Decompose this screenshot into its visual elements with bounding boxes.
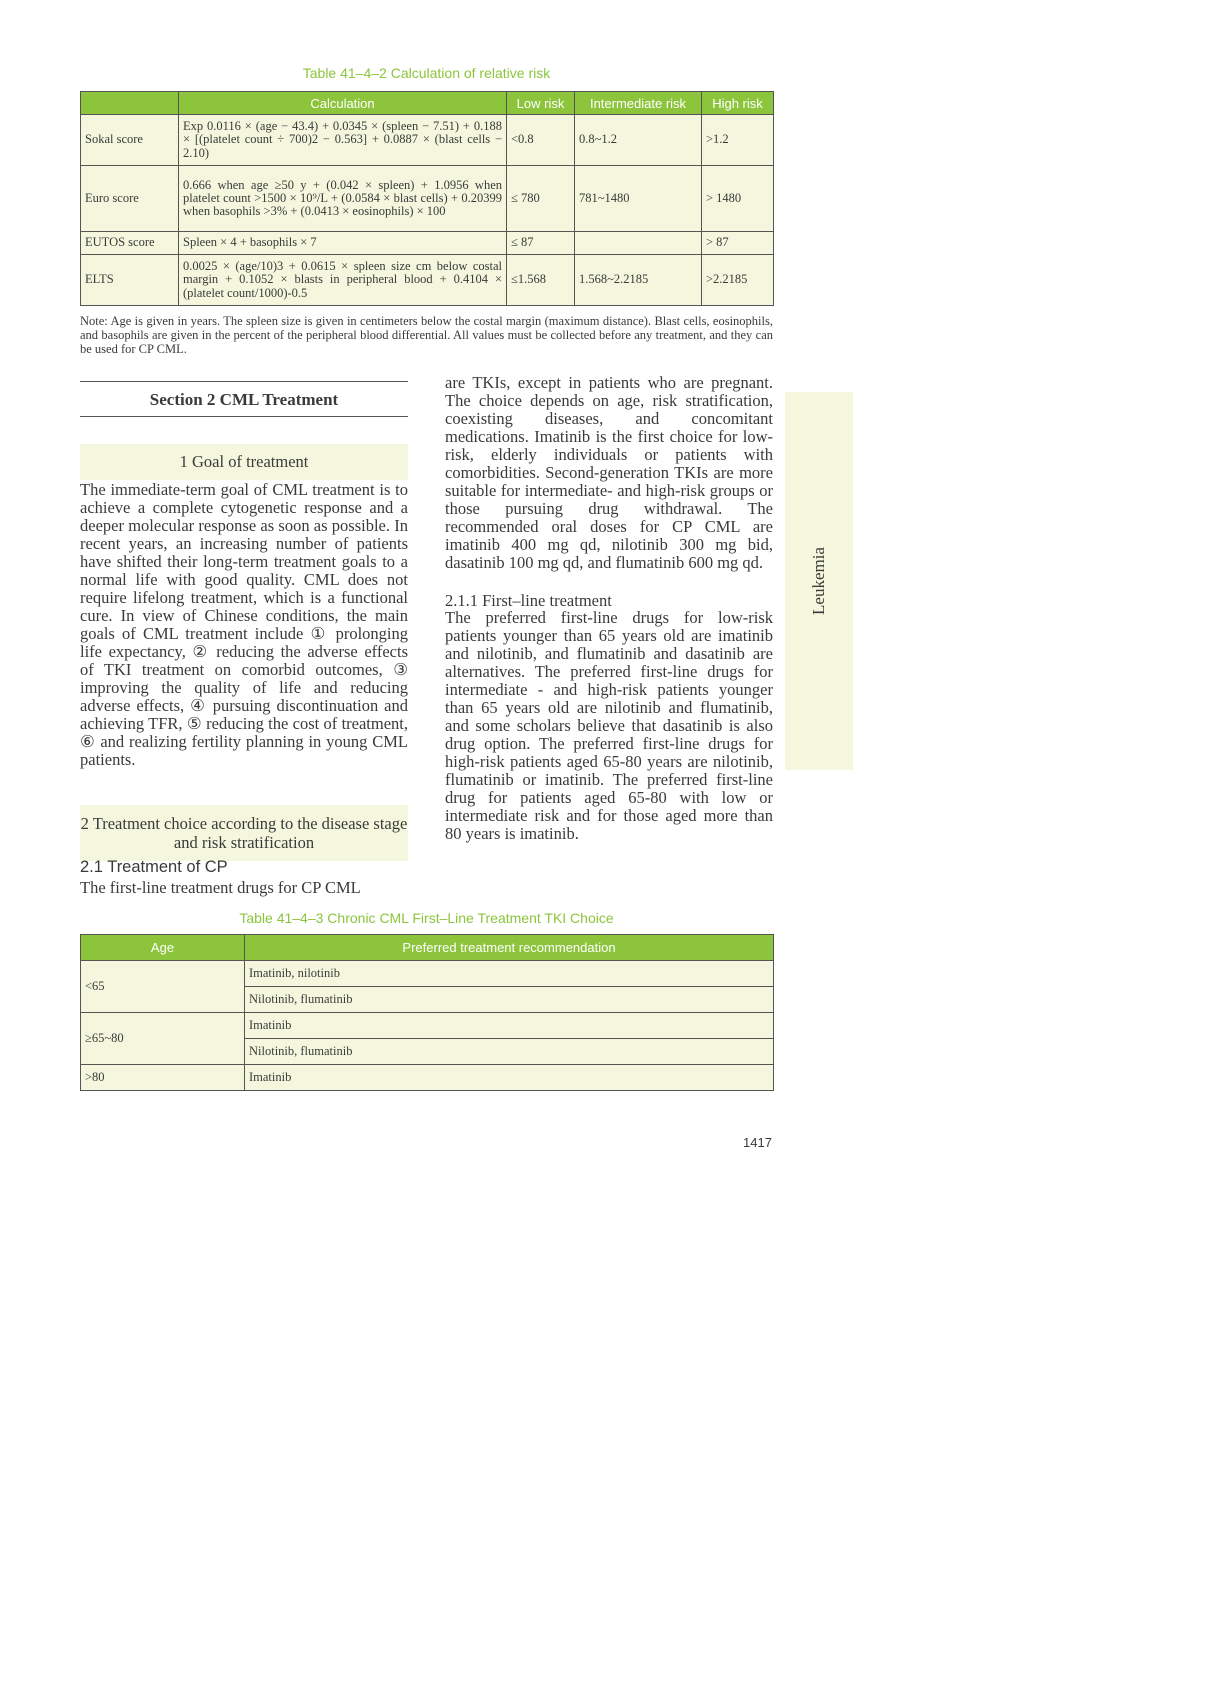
row-high: >2.2185 [702, 255, 774, 306]
table1-header-high-risk: High risk [702, 92, 774, 115]
table1-header-intermediate-risk: Intermediate risk [575, 92, 702, 115]
row-high: > 1480 [702, 166, 774, 232]
section-rule-bottom [80, 416, 408, 417]
row-label: Sokal score [81, 115, 179, 166]
first-line-heading: 2.1.1 First–line treatment [445, 591, 612, 610]
table-row [81, 1013, 774, 1039]
table-row [81, 961, 774, 987]
row-intermediate: 0.8~1.2 [575, 115, 702, 166]
table-row [81, 1065, 774, 1091]
right-paragraph-1 [445, 374, 773, 572]
row-low: ≤ 87 [507, 232, 575, 255]
row-low: ≤ 780 [507, 166, 575, 232]
side-tab [785, 392, 853, 770]
recommendation-cell: Imatinib, nilotinib [245, 961, 774, 987]
row-calculation: Spleen × 4 + basophils × 7 [179, 232, 507, 255]
row-low: ≤1.568 [507, 255, 575, 306]
cp-heading: 2.1 Treatment of CP [80, 858, 228, 876]
row-label: ELTS [81, 255, 179, 306]
row-label: Euro score [81, 166, 179, 232]
table2-header-recommendation: Preferred treatment recommendation [245, 935, 774, 961]
recommendation-cell: Nilotinib, flumatinib [245, 1039, 774, 1065]
right-paragraph-2 [445, 609, 773, 843]
right-text-1: are TKIs, except in patients who are pregnant. The choice depends on age, risk stratification, coexisting diseases, and concomitant medications. Imatinib is the first choice for low-risk, elderly individuals or patients with comorbidities. Second-generation TKIs are more suitable for intermediate- and high-risk groups or those pursuing drug withdrawal. The recommended oral doses for CP CML are imatinib 400 mg qd, nilotinib 300 mg bid, dasatinib 100 mg qd, and flumatinib 600 mg qd. [445, 373, 773, 572]
age-cell: ≥65~80 [81, 1013, 245, 1065]
table-row [81, 232, 774, 255]
recommendation-cell: Imatinib [245, 1013, 774, 1039]
cp-paragraph [80, 879, 408, 897]
row-intermediate: 781~1480 [575, 166, 702, 232]
row-label: EUTOS score [81, 232, 179, 255]
table1-caption: Table 41–4–2 Calculation of relative risk [302, 65, 551, 81]
row-calculation: Exp 0.0116 × (age − 43.4) + 0.0345 × (spleen − 7.51) + 0.188 × [(platelet count ÷ 700)2 − 0.563] + 0.0887 × (blast cells − 2.10) [179, 115, 507, 166]
row-low: <0.8 [507, 115, 575, 166]
row-intermediate: 1.568~2.2185 [575, 255, 702, 306]
table1-note: Note: Age is given in years. The spleen size is given in centimeters below the costal margin (maximum distance). Blast cells, eosinophils, and basophils are given in the percent of the peripheral blood differential. All values must be collected before any treatment, and they can be used for CP CML. [80, 314, 773, 356]
row-high: > 87 [702, 232, 774, 255]
age-cell: <65 [81, 961, 245, 1013]
section-rule-top [80, 381, 408, 382]
tki-choice-table [80, 934, 774, 1091]
right-text-2: The preferred first-line drugs for low-risk patients younger than 65 years old are imatinib and nilotinib, and flumatinib and dasatinib are alternatives. The preferred first-line drugs for intermediate - and high-risk patients younger than 65 years old are nilotinib and flumatinib, and some scholars believe that dasatinib is also drug option. The preferred first-line drugs for high-risk patients aged 65-80 years are nilotinib, flumatinib or imatinib. The preferred first-line drug for patients aged 65-80 with low or intermediate risk and for those aged more than 80 years is imatinib. [445, 608, 773, 843]
table1-header-calculation: Calculation [179, 92, 507, 115]
row-high: >1.2 [702, 115, 774, 166]
page-number: 1417 [743, 1135, 772, 1150]
table2-header-age: Age [81, 935, 245, 961]
table-row [81, 255, 774, 306]
risk-calculation-table [80, 91, 774, 306]
section-title: Section 2 CML Treatment [149, 390, 339, 409]
table1-header-blank [81, 92, 179, 115]
cp-text: The first-line treatment drugs for CP CML [80, 878, 361, 897]
table-row [81, 115, 774, 166]
table-row [81, 166, 774, 232]
recommendation-cell: Nilotinib, flumatinib [245, 987, 774, 1013]
row-calculation: 0.0025 × (age/10)3 + 0.0615 × spleen size cm below costal margin + 0.1052 × blasts in peripheral blood + 0.4104 × (platelet count/1000)-0.5 [179, 255, 507, 306]
goal-paragraph [80, 481, 408, 769]
table1-header-low-risk: Low risk [507, 92, 575, 115]
recommendation-cell: Imatinib [245, 1065, 774, 1091]
choice-heading: 2 Treatment choice according to the disease stage and risk stratification [80, 805, 408, 861]
row-intermediate [575, 232, 702, 255]
goal-text: The immediate-term goal of CML treatment is to achieve a complete cytogenetic response and a deeper molecular response as soon as possible. In recent years, an increasing number of patients have shifted their long-term treatment goals to a normal life with good quality. CML does not require lifelong treatment, which is a functional cure. In view of Chinese conditions, the main goals of CML treatment include ① prolonging life expectancy, ② reducing the adverse effects of TKI treatment on comorbid outcomes, ③ improving the quality of life and reducing adverse effects, ④ pursuing discontinuation and achieving TFR, ⑤ reducing the cost of treatment, ⑥ and realizing fertility planning in young CML patients. [80, 480, 408, 769]
age-cell: >80 [81, 1065, 245, 1091]
goal-heading: 1 Goal of treatment [80, 444, 408, 480]
side-tab-label: Leukemia [809, 547, 828, 615]
table2-caption: Table 41–4–3 Chronic CML First–Line Treatment TKI Choice [239, 910, 614, 926]
row-calculation: 0.666 when age ≥50 y + (0.042 × spleen) + 1.0956 when platelet count >1500 × 10⁹/L + (0.0584 × blast cells) + 0.20399 when basophils >3% + (0.0413 × eosinophils) × 100 [179, 166, 507, 232]
